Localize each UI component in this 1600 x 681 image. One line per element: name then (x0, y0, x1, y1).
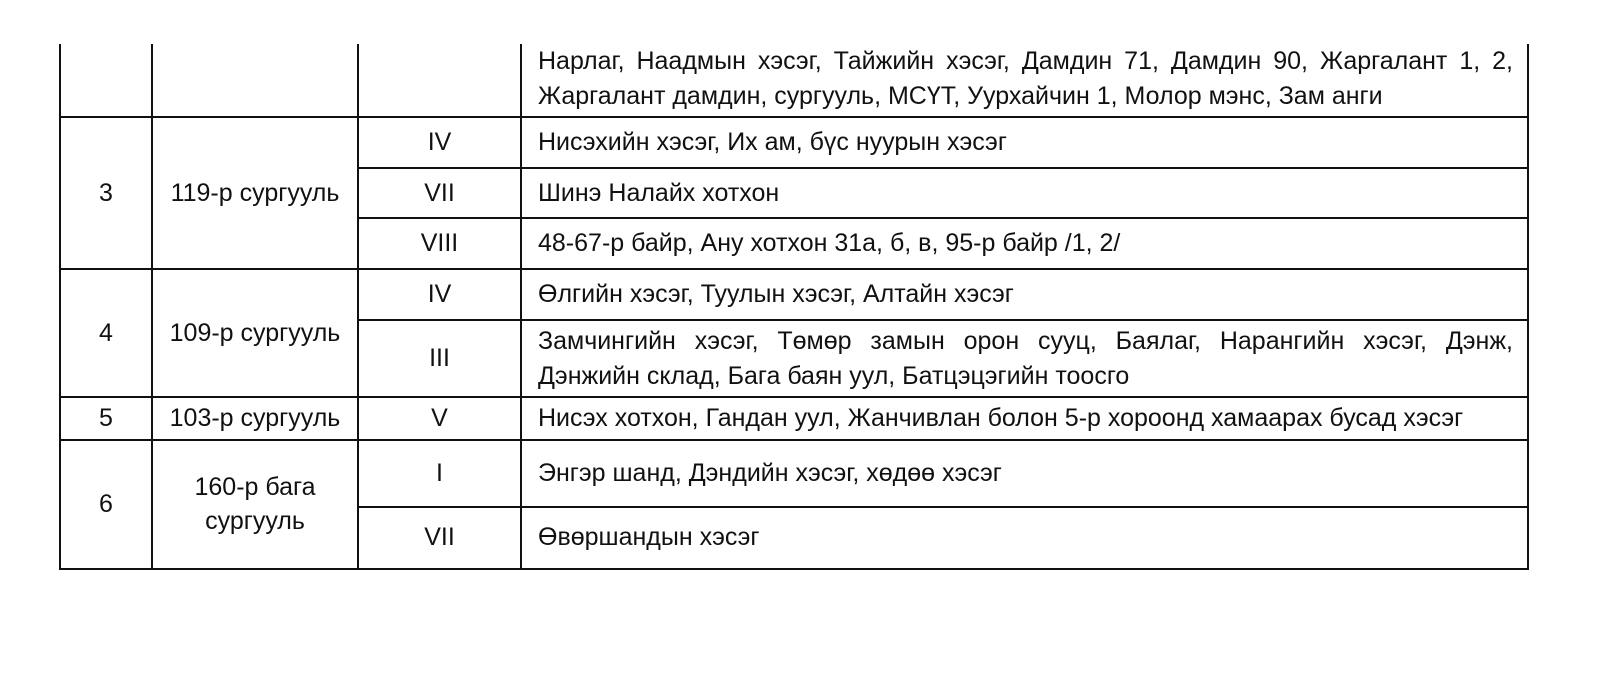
number-cell (60, 44, 152, 117)
school-cell: 103-р сургууль (152, 397, 358, 440)
document-page (59, 44, 1529, 570)
table-row (60, 117, 1528, 168)
area-cell: Замчингийн хэсэг, Төмөр замын орон сууц, Баялаг, Нарангийн хэсэг, Дэнж, Дэнжийн склад, Бага баян уул, Батцэцэгийн тоосго (521, 320, 1528, 397)
number-cell: 4 (60, 269, 152, 397)
area-cell: Өвөршандын хэсэг (521, 507, 1528, 569)
khoroo-cell: VIII (358, 218, 521, 269)
area-cell: Шинэ Налайх хотхон (521, 168, 1528, 218)
area-cell: Өлгийн хэсэг, Туулын хэсэг, Алтайн хэсэг (521, 269, 1528, 320)
area-cell: Нисэх хотхон, Гандан уул, Жанчивлан болон 5-р хороонд хамаарах бусад хэсэг (521, 397, 1528, 440)
school-cell: 109-р сургууль (152, 269, 358, 397)
school-cell: 119-р сургууль (152, 117, 358, 269)
school-cell (152, 44, 358, 117)
school-cell: 160-р бага сургууль (152, 440, 358, 569)
school-district-table (59, 44, 1529, 570)
khoroo-cell: VII (358, 507, 521, 569)
table-row (60, 269, 1528, 320)
khoroo-cell: I (358, 440, 521, 507)
area-cell: Энгэр шанд, Дэндийн хэсэг, хөдөө хэсэг (521, 440, 1528, 507)
khoroo-cell: VII (358, 168, 521, 218)
area-cell: 48-67-р байр, Ану хотхон 31а, б, в, 95-р байр /1, 2/ (521, 218, 1528, 269)
table-row-continuation (60, 44, 1528, 117)
khoroo-cell: IV (358, 269, 521, 320)
number-cell: 6 (60, 440, 152, 569)
khoroo-cell: V (358, 397, 521, 440)
table-row (60, 397, 1528, 440)
area-cell: Нарлаг, Наадмын хэсэг, Тайжийн хэсэг, Дамдин 71, Дамдин 90, Жаргалант 1, 2, Жаргалант дамдин, сургууль, МСҮТ, Уурхайчин 1, Молор мэнс, Зам анги (521, 44, 1528, 117)
table-row (60, 440, 1528, 507)
khoroo-cell: III (358, 320, 521, 397)
area-cell: Нисэхийн хэсэг, Их ам, бүс нуурын хэсэг (521, 117, 1528, 168)
number-cell: 3 (60, 117, 152, 269)
khoroo-cell (358, 44, 521, 117)
khoroo-cell: IV (358, 117, 521, 168)
number-cell: 5 (60, 397, 152, 440)
